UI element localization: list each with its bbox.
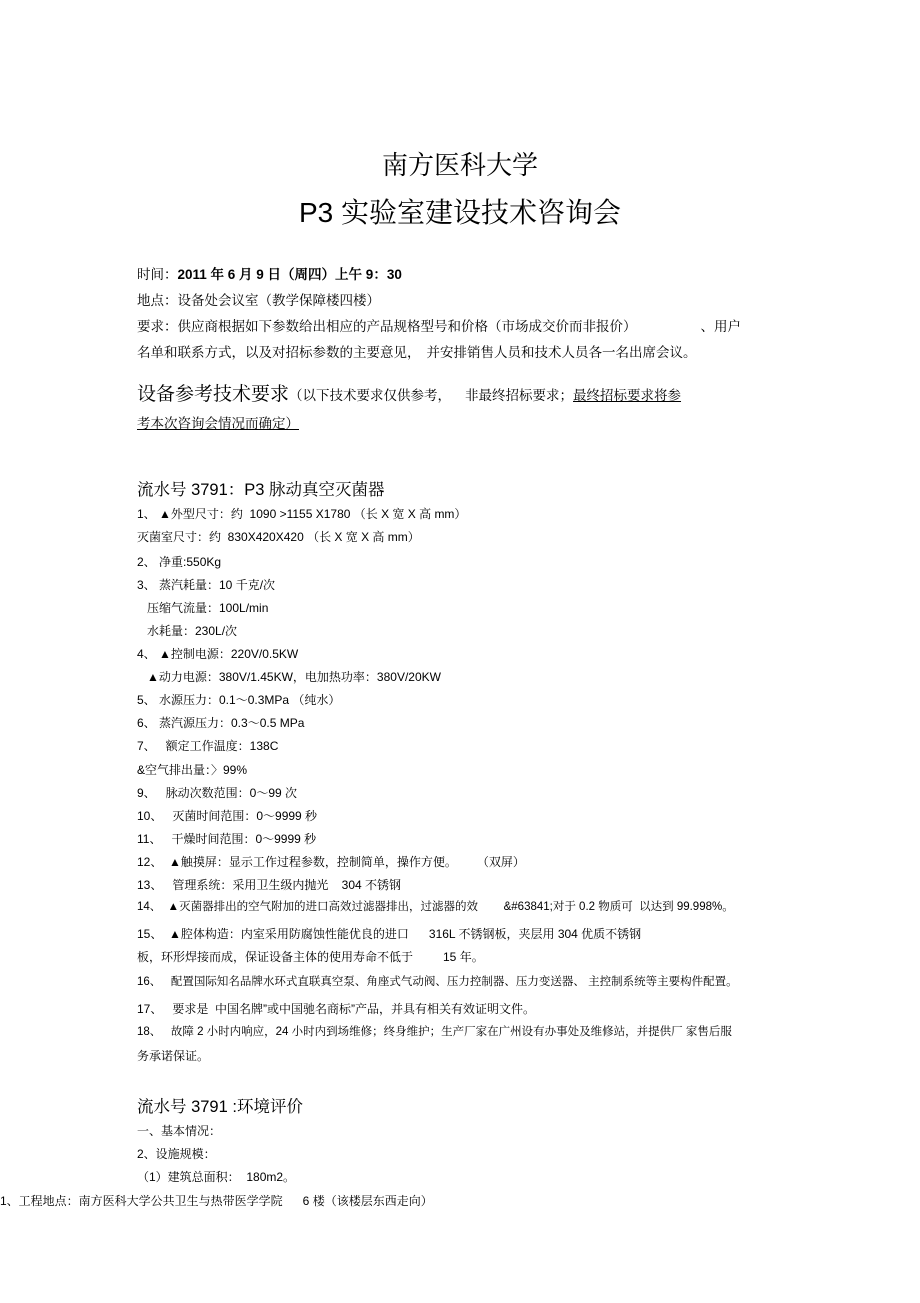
item1-line: 水耗量：230L/次 [137,624,238,638]
meeting-title: P3 实验室建设技术咨询会 [298,197,622,228]
item1-line: 务承诺保证。 [137,1049,210,1063]
item1-line: ▲动力电源：380V/1.45KW，电加热功率：380V/20KW [137,670,441,684]
meeting-time [137,268,402,282]
item1-line: 12、 ▲触摸屏：显示工作过程参数，控制简单，操作方便。 （双屏） [137,855,525,869]
item1-line: 5、 水源压力：0.1～0.3MPa （纯水） [137,693,341,707]
requirements-line-2 [137,346,697,360]
item1-line: 6、 蒸汽源压力：0.3～0.5 MPa [137,716,305,730]
item1-line: 9、 脉动次数范围：0～99 次 [137,786,298,800]
item1-line: 18、 故障 2 小时内响应，24 小时内到场维修；终身维护；生产厂家在广州设有办事处及维修站，并提供厂 家售后服 [137,1026,732,1038]
ref-note-a: （以下技术要求仅供参考， [289,388,452,403]
ref-note-b: 非最终招标要求； [465,388,574,403]
item1-line: 13、 管理系统：采用卫生级内抛光 304 不锈钢 [137,878,402,892]
ref-note-c: 最终招标要求将参 [573,388,682,403]
university-title: 南方医科大学 [381,150,538,180]
item1-line: 11、 干燥时间范围：0～9999 秒 [137,832,317,846]
ref-heading-text: 设备参考技术要求 [137,384,290,405]
item2-line: 2、设施规模： [137,1147,216,1161]
req-text-d: 并安排销售人员和技术人员各一名出席会议。 [426,345,697,360]
item2-line: 一、基本情况： [137,1124,222,1138]
item1-line: 16、 配置国际知名品牌水环式直联真空泵、角座式气动阀、压力控制器、压力变送器、 主控制系统等主要构件配置。 [137,976,738,988]
item1-line: 15、 ▲腔体构造：内室采用防腐蚀性能优良的进口 316L 不锈钢板，夹层用 304 优质不锈钢 [137,927,642,941]
meeting-place: 地点：设备处会议室（教学保障楼四楼） [137,293,380,308]
req-text-b: 、用户 [700,319,741,334]
item1-line: 灭菌室尺寸：约 830X420X420 （长 X 宽 X 高 mm） [137,530,420,544]
time-label: 时间： [137,267,178,282]
item2-line: 1、工程地点：南方医科大学公共卫生与热带医学学院 6 楼（该楼层东西走向） [0,1194,433,1208]
item1-line: &空气排出量：〉99% [137,763,248,777]
item1-line: 4、 ▲控制电源：220V/0.5KW [137,647,299,661]
item2-heading: 流水号 3791 :环境评价 [137,1098,303,1116]
requirements-line-1 [137,320,741,334]
item1-line: 3、 蒸汽耗量：10 千克/次 [137,578,276,592]
item1-line: 1、 ▲外型尺寸：约 1090 >1155 X1780 （长 X 宽 X 高 mm） [137,507,467,521]
reference-requirements-heading [137,385,681,404]
ref-note-continued: 考本次咨询会情况而确定） [137,416,299,431]
req-text-a: 要求：供应商根据如下参数给出相应的产品规格型号和价格（市场成交价而非报价） [137,319,637,334]
item1-line: 板，环形焊接而成，保证设备主体的使用寿命不低于 15 年。 [137,950,484,964]
item1-line: 2、 净重:550Kg [137,555,222,569]
item1-line: 10、 灭菌时间范围：0～9999 秒 [137,809,318,823]
item1-line: 17、 要求是 中国名牌”或中国驰名商标”产品，并具有相关有效证明文件。 [137,1002,536,1016]
item1-line: 14、 ▲灭菌器排出的空气附加的进口高效过滤器排出，过滤器的效 &#63841;对于 0.2 物质可 以达到 99.998%。 [137,901,734,913]
item1-line: 7、 额定工作温度：138C [137,739,279,753]
time-value: 2011 年 6 月 9 日（周四）上午 9：30 [177,267,402,282]
req-text-c: 名单和联系方式，以及对招标参数的主要意见， [137,345,421,360]
item1-heading: 流水号 3791：P3 脉动真空灭菌器 [137,481,385,499]
item1-line: 压缩气流量：100L/min [137,601,269,615]
item2-line: （1）建筑总面积： 180m2。 [137,1170,296,1184]
